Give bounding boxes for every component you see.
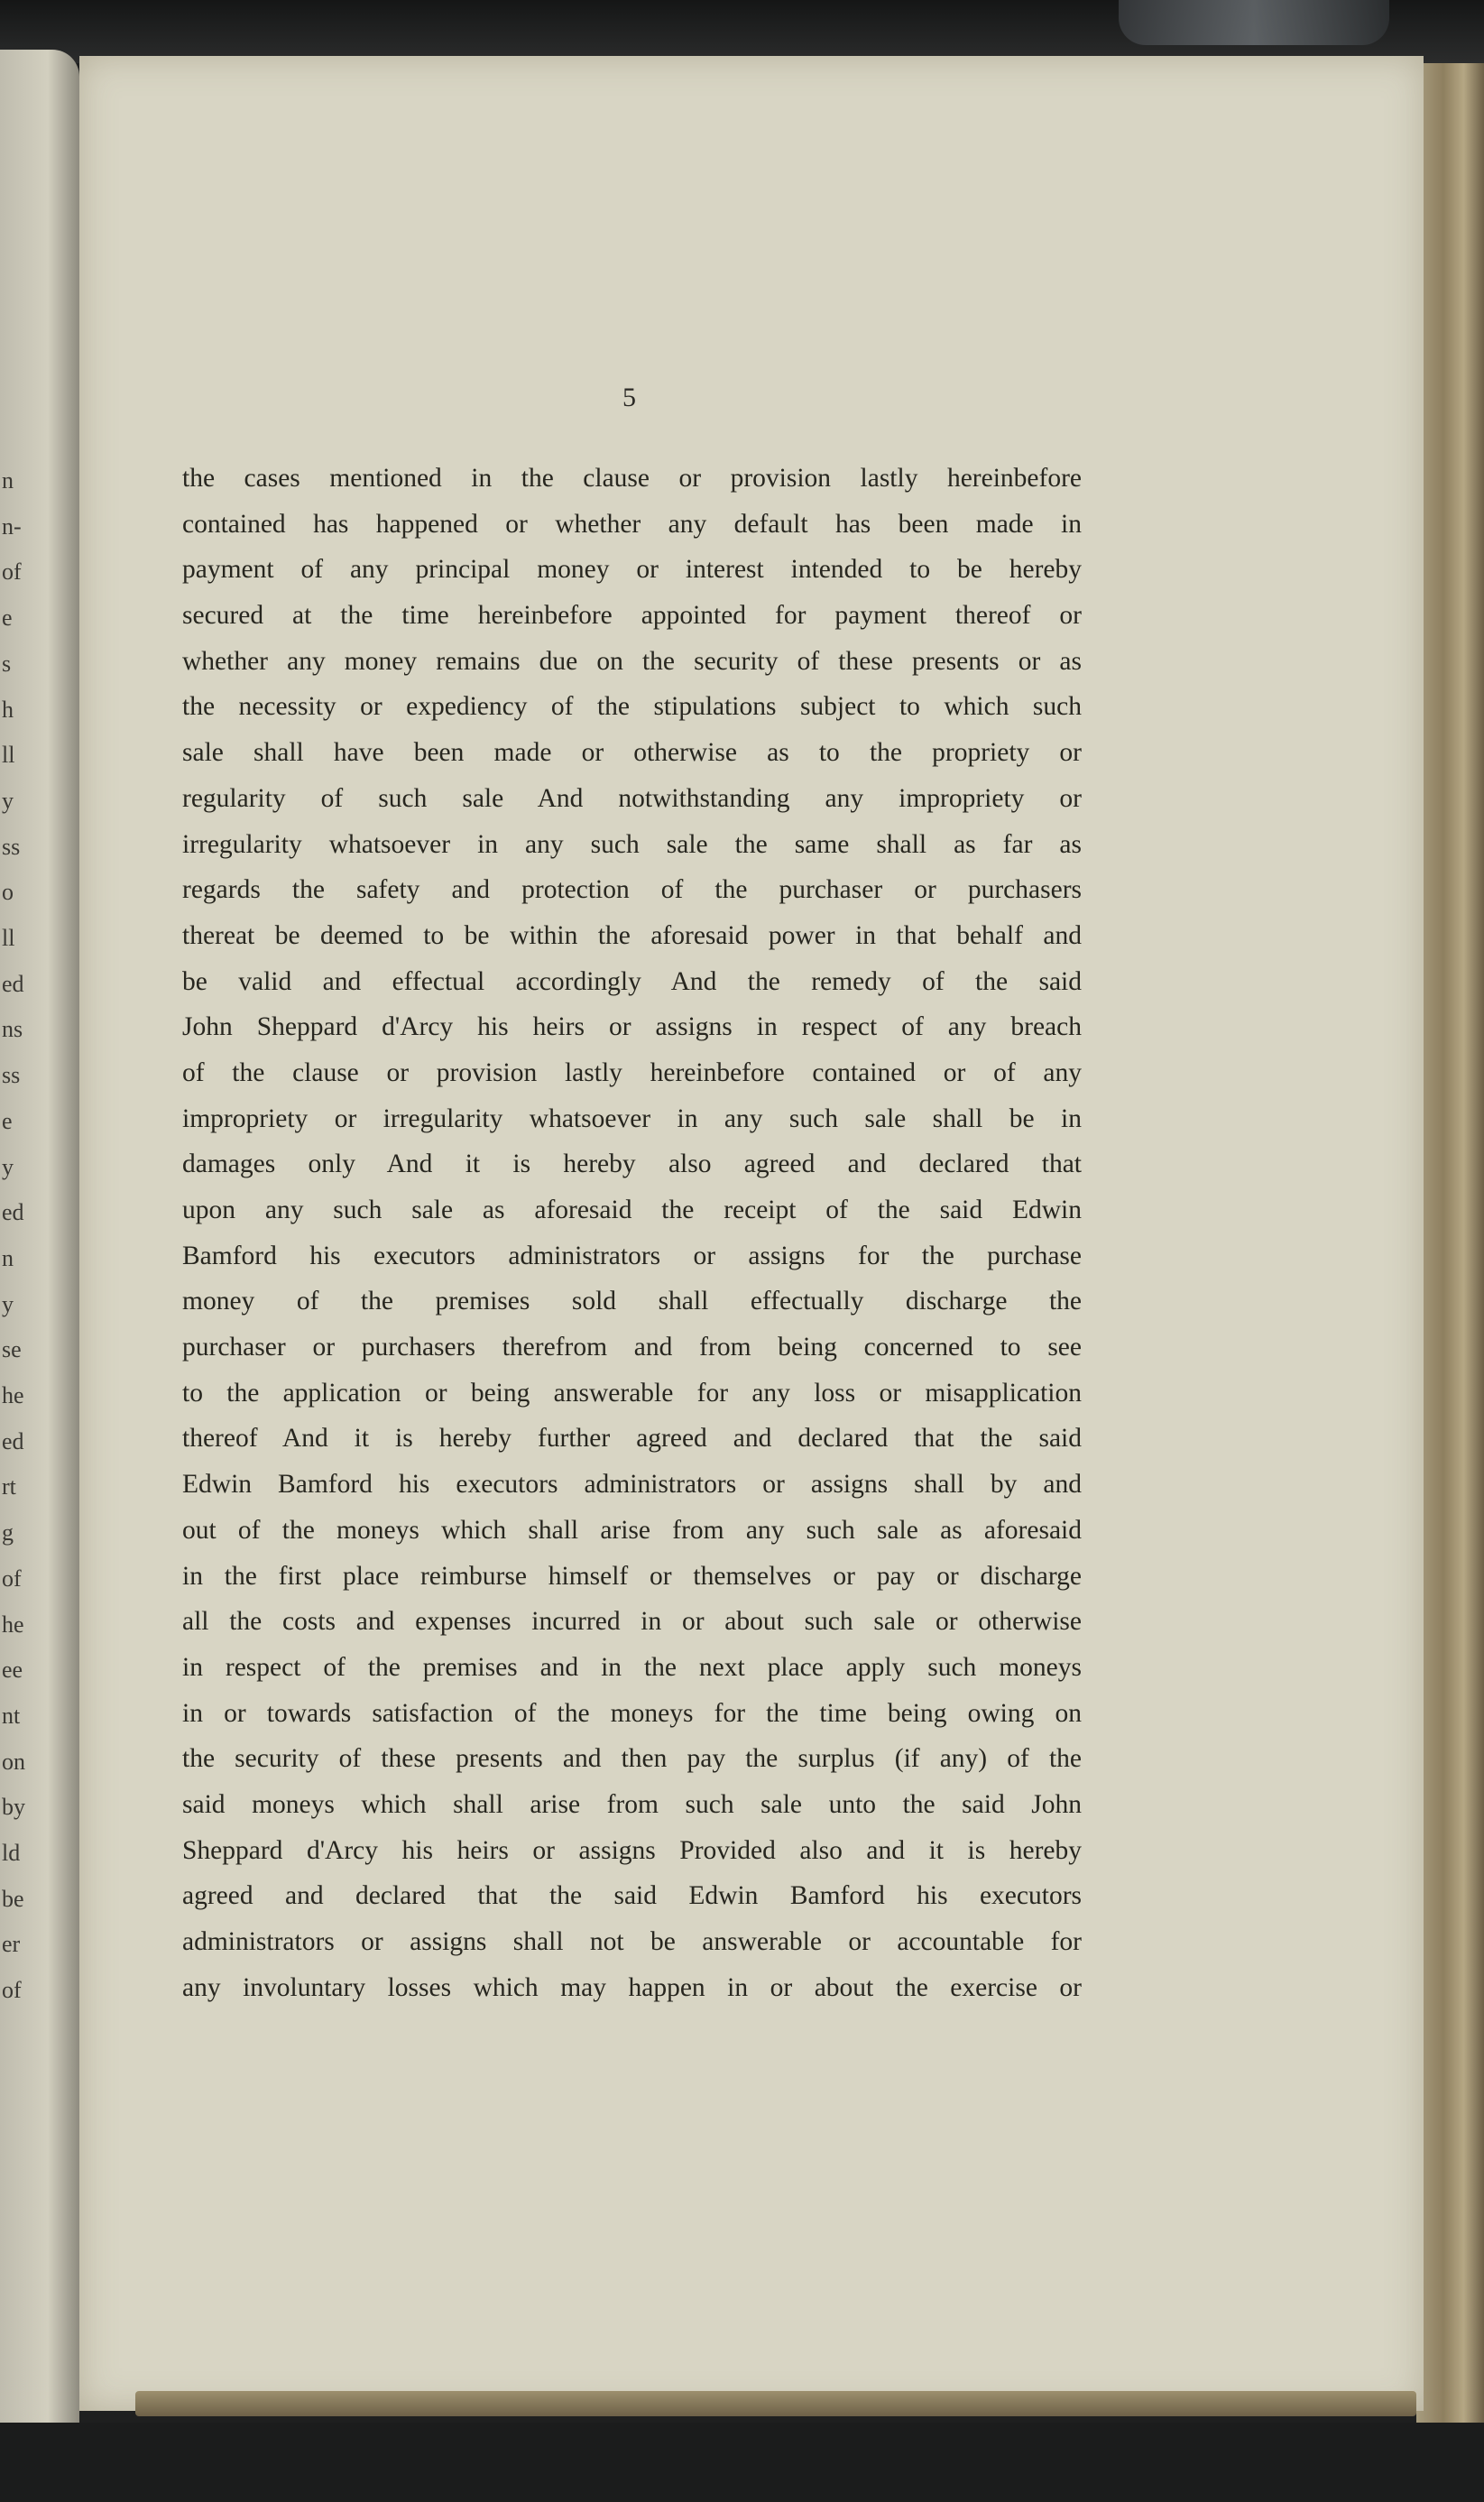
text-line: upon any such sale as aforesaid the receipt of the said Edwin — [182, 1196, 1082, 1224]
left-page-text-fragment: ll — [2, 925, 15, 951]
page-bottom-edge — [135, 2391, 1416, 2416]
left-page-text-fragment: be — [2, 1885, 24, 1912]
left-page-text-fragment: y — [2, 1153, 14, 1180]
left-page-text-fragment: ll — [2, 742, 15, 769]
text-line: be valid and effectual accordingly And the remedy of the said — [182, 966, 1082, 996]
left-page-text-fragment: nt — [2, 1702, 21, 1729]
left-page-text-fragment: ns — [2, 1016, 23, 1043]
text-line: sale shall have been made or otherwise as to the propriety or — [182, 738, 1082, 768]
left-page-text-fragment: by — [2, 1794, 25, 1821]
left-page-text-fragment: o — [2, 879, 14, 906]
text-line: in respect of the premises and in the next place apply such moneys — [182, 1652, 1082, 1682]
page-stack-edge — [1416, 63, 1484, 2445]
text-line: John Sheppard d'Arcy his heirs or assigns in respect of any breach — [182, 1012, 1082, 1042]
text-line: thereat be deemed to be within the aforesaid power in that behalf and — [182, 920, 1082, 950]
text-line: said moneys which shall arise from such sale unto the said John — [182, 1789, 1082, 1819]
left-page-text-fragment: y — [2, 787, 14, 814]
text-line: Bamford his executors administrators or assigns for the purchase — [182, 1241, 1082, 1270]
left-page-text-fragment: ld — [2, 1840, 21, 1866]
left-page-text-fragment: of — [2, 1565, 22, 1592]
left-page-text-fragment: h — [2, 696, 14, 723]
page-number: 5 — [622, 383, 636, 412]
left-page-text-fragment: e — [2, 605, 13, 632]
body-text — [182, 456, 1082, 2010]
book-ribbon — [1119, 0, 1389, 45]
text-line: out of the moneys which shall arise from any such sale as aforesaid — [182, 1515, 1082, 1545]
text-line: whether any money remains due on the security of these presents or as — [182, 646, 1082, 676]
text-line: to the application or being answerable for any loss or misapplication — [182, 1378, 1082, 1408]
text-line: purchaser or purchasers therefrom and from being concerned to see — [182, 1333, 1082, 1362]
text-line: secured at the time hereinbefore appointed for payment thereof or — [182, 601, 1082, 631]
text-line: Sheppard d'Arcy his heirs or assigns Provided also and it is hereby — [182, 1835, 1082, 1865]
left-page-text-fragment: n — [2, 467, 14, 494]
left-page-text-fragment: n- — [2, 512, 22, 540]
left-page-text-fragment: he — [2, 1611, 24, 1638]
left-page-text-fragment: ss — [2, 1062, 21, 1089]
text-line: thereof And it is hereby further agreed and declared that the said — [182, 1424, 1082, 1454]
text-line: damages only And it is hereby also agreed and declared that — [182, 1149, 1082, 1179]
text-line: money of the premises sold shall effectually discharge the — [182, 1287, 1082, 1316]
text-line: of the clause or provision lastly hereinbefore contained or of any — [182, 1057, 1082, 1087]
left-page-text-fragment: he — [2, 1382, 24, 1408]
left-page-text-fragment: s — [2, 650, 12, 677]
left-page-text-fragment: ed — [2, 970, 24, 997]
text-line: the cases mentioned in the clause or provision lastly hereinbefore — [182, 464, 1082, 493]
text-line: agreed and declared that the said Edwin Bamford his executors — [182, 1881, 1082, 1911]
left-page-text-fragment: e — [2, 1107, 13, 1134]
text-line: all the costs and expenses incurred in or about such sale or otherwise — [182, 1607, 1082, 1637]
left-page-text-fragment: se — [2, 1336, 22, 1363]
text-line: contained has happened or whether any default has been made in — [182, 509, 1082, 539]
left-page-text-fragment: ss — [2, 833, 21, 860]
text-line: Edwin Bamford his executors administrators or assigns shall by and — [182, 1470, 1082, 1500]
left-page-text-fragment: er — [2, 1931, 21, 1958]
text-line: regularity of such sale And notwithstanding any impropriety or — [182, 783, 1082, 813]
text-line: payment of any principal money or interest intended to be hereby — [182, 555, 1082, 585]
left-page-text-fragment: on — [2, 1748, 25, 1775]
left-page-text-fragment: ed — [2, 1427, 24, 1454]
text-line: irregularity whatsoever in any such sale the same shall as far as — [182, 829, 1082, 859]
left-page-text-fragment: ee — [2, 1657, 23, 1684]
text-line: regards the safety and protection of the purchaser or purchasers — [182, 875, 1082, 905]
left-page-text-fragment: rt — [2, 1473, 16, 1500]
text-line: the necessity or expediency of the stipulations subject to which such — [182, 692, 1082, 722]
text-line: administrators or assigns shall not be answerable or accountable for — [182, 1927, 1082, 1956]
text-line: impropriety or irregularity whatsoever in any such sale shall be in — [182, 1103, 1082, 1133]
text-line: any involuntary losses which may happen in or about the exercise or — [182, 1972, 1082, 2002]
left-page-text-fragment: y — [2, 1290, 14, 1317]
left-page-text-fragment: g — [2, 1519, 14, 1546]
left-page-text-fragment: of — [2, 1977, 22, 2004]
left-facing-page — [0, 50, 79, 2450]
left-page-text-fragment: of — [2, 559, 22, 586]
text-line: in the first place reimburse himself or themselves or pay or discharge — [182, 1561, 1082, 1591]
left-page-text-fragment: ed — [2, 1199, 24, 1226]
text-line: the security of these presents and then pay the surplus (if any) of the — [182, 1744, 1082, 1774]
left-page-text-fragment: n — [2, 1244, 14, 1271]
scan-background-bottom — [0, 2423, 1484, 2502]
text-line: in or towards satisfaction of the moneys for the time being owing on — [182, 1698, 1082, 1728]
